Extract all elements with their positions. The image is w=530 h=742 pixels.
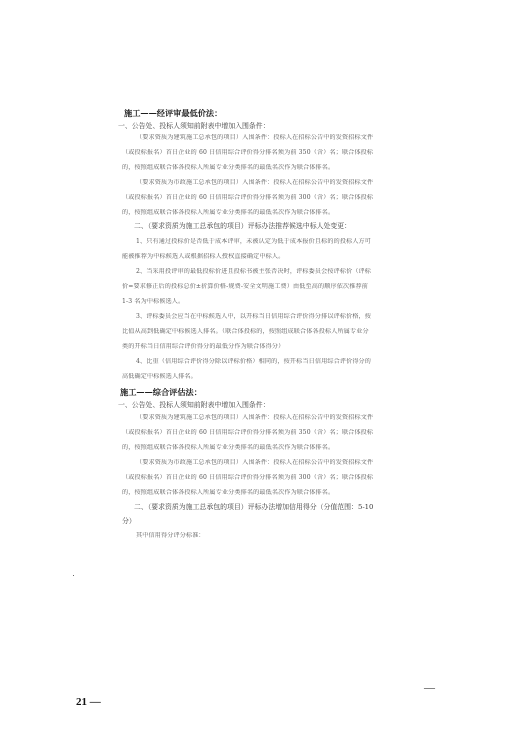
rule2-line: 1-3 名为中标候选人。 (122, 298, 185, 305)
rule3-line: 类的开标当日信用综合评价得分的最低分作为联合体得分） (122, 343, 285, 350)
section1-para2-line: （或投标报名）首日企业的 60 日信用综合评价得分排名须为前 300（含）名；联合体投标 (122, 194, 374, 201)
section1-para2-line: （要求资质为市政施工总承包的项目）入围条件：投标人在招标公告中的发资招标文件 (136, 179, 374, 186)
section-heading-lowest-price: 施工——经评审最低价法： (124, 108, 223, 118)
section2-para2-line: （或投标报名）首日企业的 60 日信用综合评价得分排名须为前 300（含）名；联合体投标 (122, 474, 374, 481)
section2-para1-line: 的，按照组成联合体各投标人所属专业分类排名的最低名次作为联合体排名。 (122, 444, 335, 451)
section1-para1-line: （或投标报名）首日企业的 60 日信用综合评价得分排名须为前 350（含）名；联合体投标 (122, 149, 374, 156)
section1-para1-line: （要求资质为建筑施工总承包的项目）入围条件：投标人在招标公告中的发资招标文件 (136, 134, 374, 141)
section2-item2-title: 二、（要求资质为施工总承包的项目）评标办法增加信用得分（分值范围：5-10 (134, 503, 374, 511)
rule1-line: 能被推荐为中标候选人或根据招标人授权直接确定中标人。 (122, 253, 285, 260)
rule1-line: 1、只有通过投标价是否低于成本评审，未被认定为低于成本报价且标的的投标人方可 (136, 238, 372, 245)
rule4-line: 高低确定中标候选人排名。 (122, 373, 197, 380)
section2-item1-title: 一、公告处、投标人须知前附表中增加入围条件： (118, 401, 270, 409)
section1-para1-line: 的，按照组成联合体各投标人所属专业分类排名的最低名次作为联合体排名。 (122, 164, 335, 171)
section2-para1-line: （或投标报名）首日企业的 60 日信用综合评价得分排名须为前 350（含）名；联合体投标 (122, 429, 374, 436)
section2-para2-line: （要求资质为市政施工总承包的项目）入围条件：投标人在招标公告中的发资招标文件 (136, 459, 374, 466)
section2-para2-line: 的，按照组成联合体各投标人所属专业分类排名的最低名次作为联合体排名。 (122, 489, 335, 496)
page-corner-mark: — (424, 682, 435, 694)
rule3-line: 比值从高到低确定中标候选人排名。（联合体投标的，按照组成联合体各投标人所属专业分 (122, 328, 369, 335)
rule2-line: 价=要求修正后的投标总价±折算价格-规费-安全文明施工费）由低至高的顺序依次推荐前 (122, 283, 368, 290)
section1-item1-title: 一、公告处、投标人须知前附表中增加入围条件： (118, 122, 270, 130)
section1-para2-line: 的，按照组成联合体各投标人所属专业分类排名的最低名次作为联合体排名。 (122, 209, 335, 216)
scoring-note: 其中信用得分评分标准： (136, 532, 205, 539)
page-number: 21 — (76, 696, 101, 708)
rule3-line: 3、评标委员会应当在中标候选人中，以开标当日信用综合评价得分排以评标价格，按 (136, 313, 372, 320)
rule2-line: 2、当采用投评审的最低投标价进且投标书被主张否决时，评标委员会按评标价（评标 (136, 268, 372, 275)
section-heading-comprehensive: 施工——综合评估法： (120, 387, 202, 397)
scan-speck (73, 575, 74, 576)
section1-item2-title: 二、（要求资质为施工总承包的项目）评标办法推荐候选中标人处变更： (134, 222, 352, 230)
section2-item2-title-cont: 分） (122, 517, 136, 525)
rule4-line: 4、比重（信用综合评价得分除以评标价格）相同的，按开标当日信用综合评价得分的 (136, 358, 372, 365)
section2-para1-line: （要求资质为建筑施工总承包的项目）入围条件：投标人在招标公告中的发资招标文件 (136, 414, 374, 421)
